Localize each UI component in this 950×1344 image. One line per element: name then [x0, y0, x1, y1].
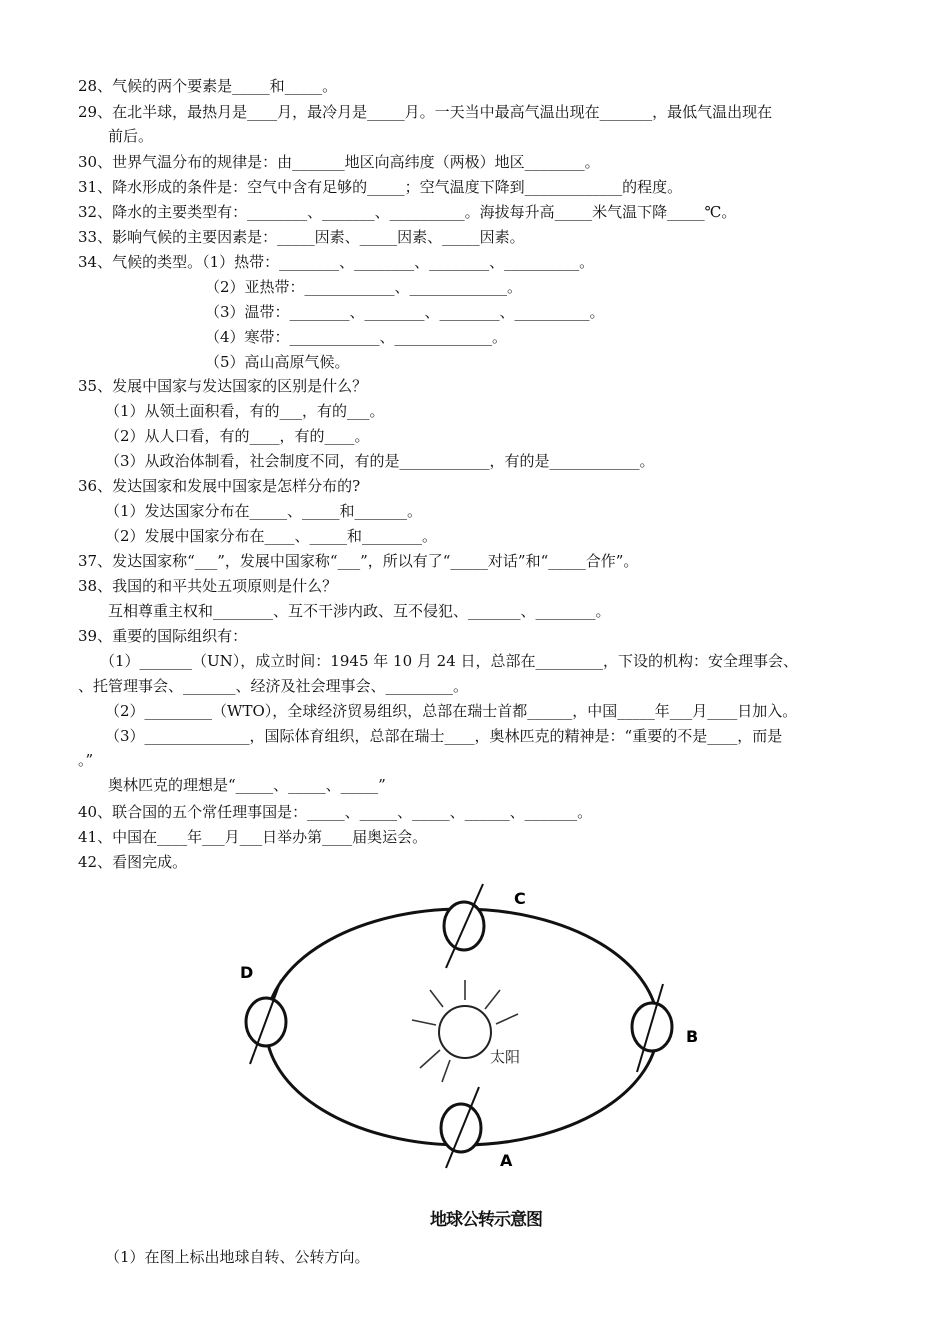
question-41: 41、中国在____年___月___日举办第____届奥运会。: [78, 828, 428, 846]
earth-position-d: [246, 980, 286, 1064]
question-38-answer: 互相尊重主权和________、互不干涉内政、互不侵犯、_______、________。: [108, 602, 611, 620]
diagram-svg: [200, 872, 860, 1242]
sun: [412, 980, 520, 1082]
question-34-highland: （5）高山高原气候。: [205, 353, 350, 371]
question-39-2: （2）_________（WTO），全球经济贸易组织，总部在瑞士首都______，中国_____年___月____日加入。: [105, 702, 798, 720]
question-35: 35、发展中国家与发达国家的区别是什么？: [78, 377, 368, 395]
question-32: 32、降水的主要类型有：________、_______、__________。海拔每升高_____米气温下降_____℃。: [78, 203, 737, 221]
question-39-3-continued: 。”: [78, 751, 94, 769]
question-30: 30、世界气温分布的规律是：由_______地区向高纬度（两极）地区________。: [78, 153, 600, 171]
question-35-3: （3）从政治体制看，社会制度不同，有的是____________，有的是____________。: [105, 452, 655, 470]
question-34-temperate: （3）温带：________、________、________、__________。: [205, 303, 605, 321]
diagram-caption: 地球公转示意图: [430, 1210, 542, 1230]
question-36: 36、发达国家和发展中国家是怎样分布的?: [78, 477, 361, 495]
question-31: 31、降水形成的条件是：空气中含有足够的_____；空气温度下降到_____________的程度。: [78, 178, 683, 196]
label-d: D: [240, 963, 254, 982]
question-34-frigid: （4）寒带：____________、_____________。: [205, 328, 508, 346]
question-34-subtropical: （2）亚热带：____________、_____________。: [205, 278, 523, 296]
question-37: 37、发达国家称“___”，发展中国家称“___”，所以有了“_____对话”和“_____合作”。: [78, 552, 639, 570]
question-28: 28、气候的两个要素是_____和_____。: [78, 77, 338, 95]
label-c: C: [514, 889, 526, 908]
question-36-2: （2）发展中国家分布在____、_____和________。: [105, 527, 438, 545]
question-42: 42、看图完成。: [78, 853, 188, 871]
question-39-olympic-ideal: 奥林匹克的理想是“_____、_____、_____”: [108, 776, 386, 794]
question-39-1: （1）_______（UN），成立时间：1945 年 10 月 24 日，总部在_________，下设的机构：安全理事会、: [100, 652, 799, 670]
question-33: 33、影响气候的主要因素是：_____因素、_____因素、_____因素。: [78, 228, 525, 246]
earth-position-a: [441, 1087, 481, 1168]
question-36-1: （1）发达国家分布在_____、_____和_______。: [105, 502, 423, 520]
question-29-continued: 前后。: [108, 127, 154, 145]
question-42-1: （1）在图上标出地球自转、公转方向。: [105, 1248, 370, 1266]
question-39-3: （3）______________，国际体育组织，总部在瑞士____，奥林匹克的精神是：“重要的不是____，而是: [105, 727, 783, 745]
label-a: A: [500, 1151, 513, 1170]
question-38: 38、我国的和平共处五项原则是什么？: [78, 577, 338, 595]
label-b: B: [686, 1027, 699, 1046]
question-39: 39、重要的国际组织有：: [78, 627, 248, 645]
question-40: 40、联合国的五个常任理事国是：_____、_____、_____、______、_______。: [78, 803, 593, 821]
earth-revolution-diagram: [200, 872, 860, 1242]
question-39-1-continued: 、托管理事会、_______、经济及社会理事会、_________。: [78, 677, 469, 695]
question-29: 29、在北半球，最热月是____月，最冷月是_____月。一天当中最高气温出现在_______，最低气温出现在: [78, 103, 773, 121]
question-35-1: （1）从领土面积看，有的___，有的___。: [105, 402, 385, 420]
question-34: 34、气候的类型。（1）热带：________、________、________、__________。: [78, 253, 595, 271]
question-35-2: （2）从人口看，有的____，有的____。: [105, 427, 370, 445]
earth-position-c: [444, 884, 484, 968]
sun-label: 太阳: [490, 1048, 521, 1066]
